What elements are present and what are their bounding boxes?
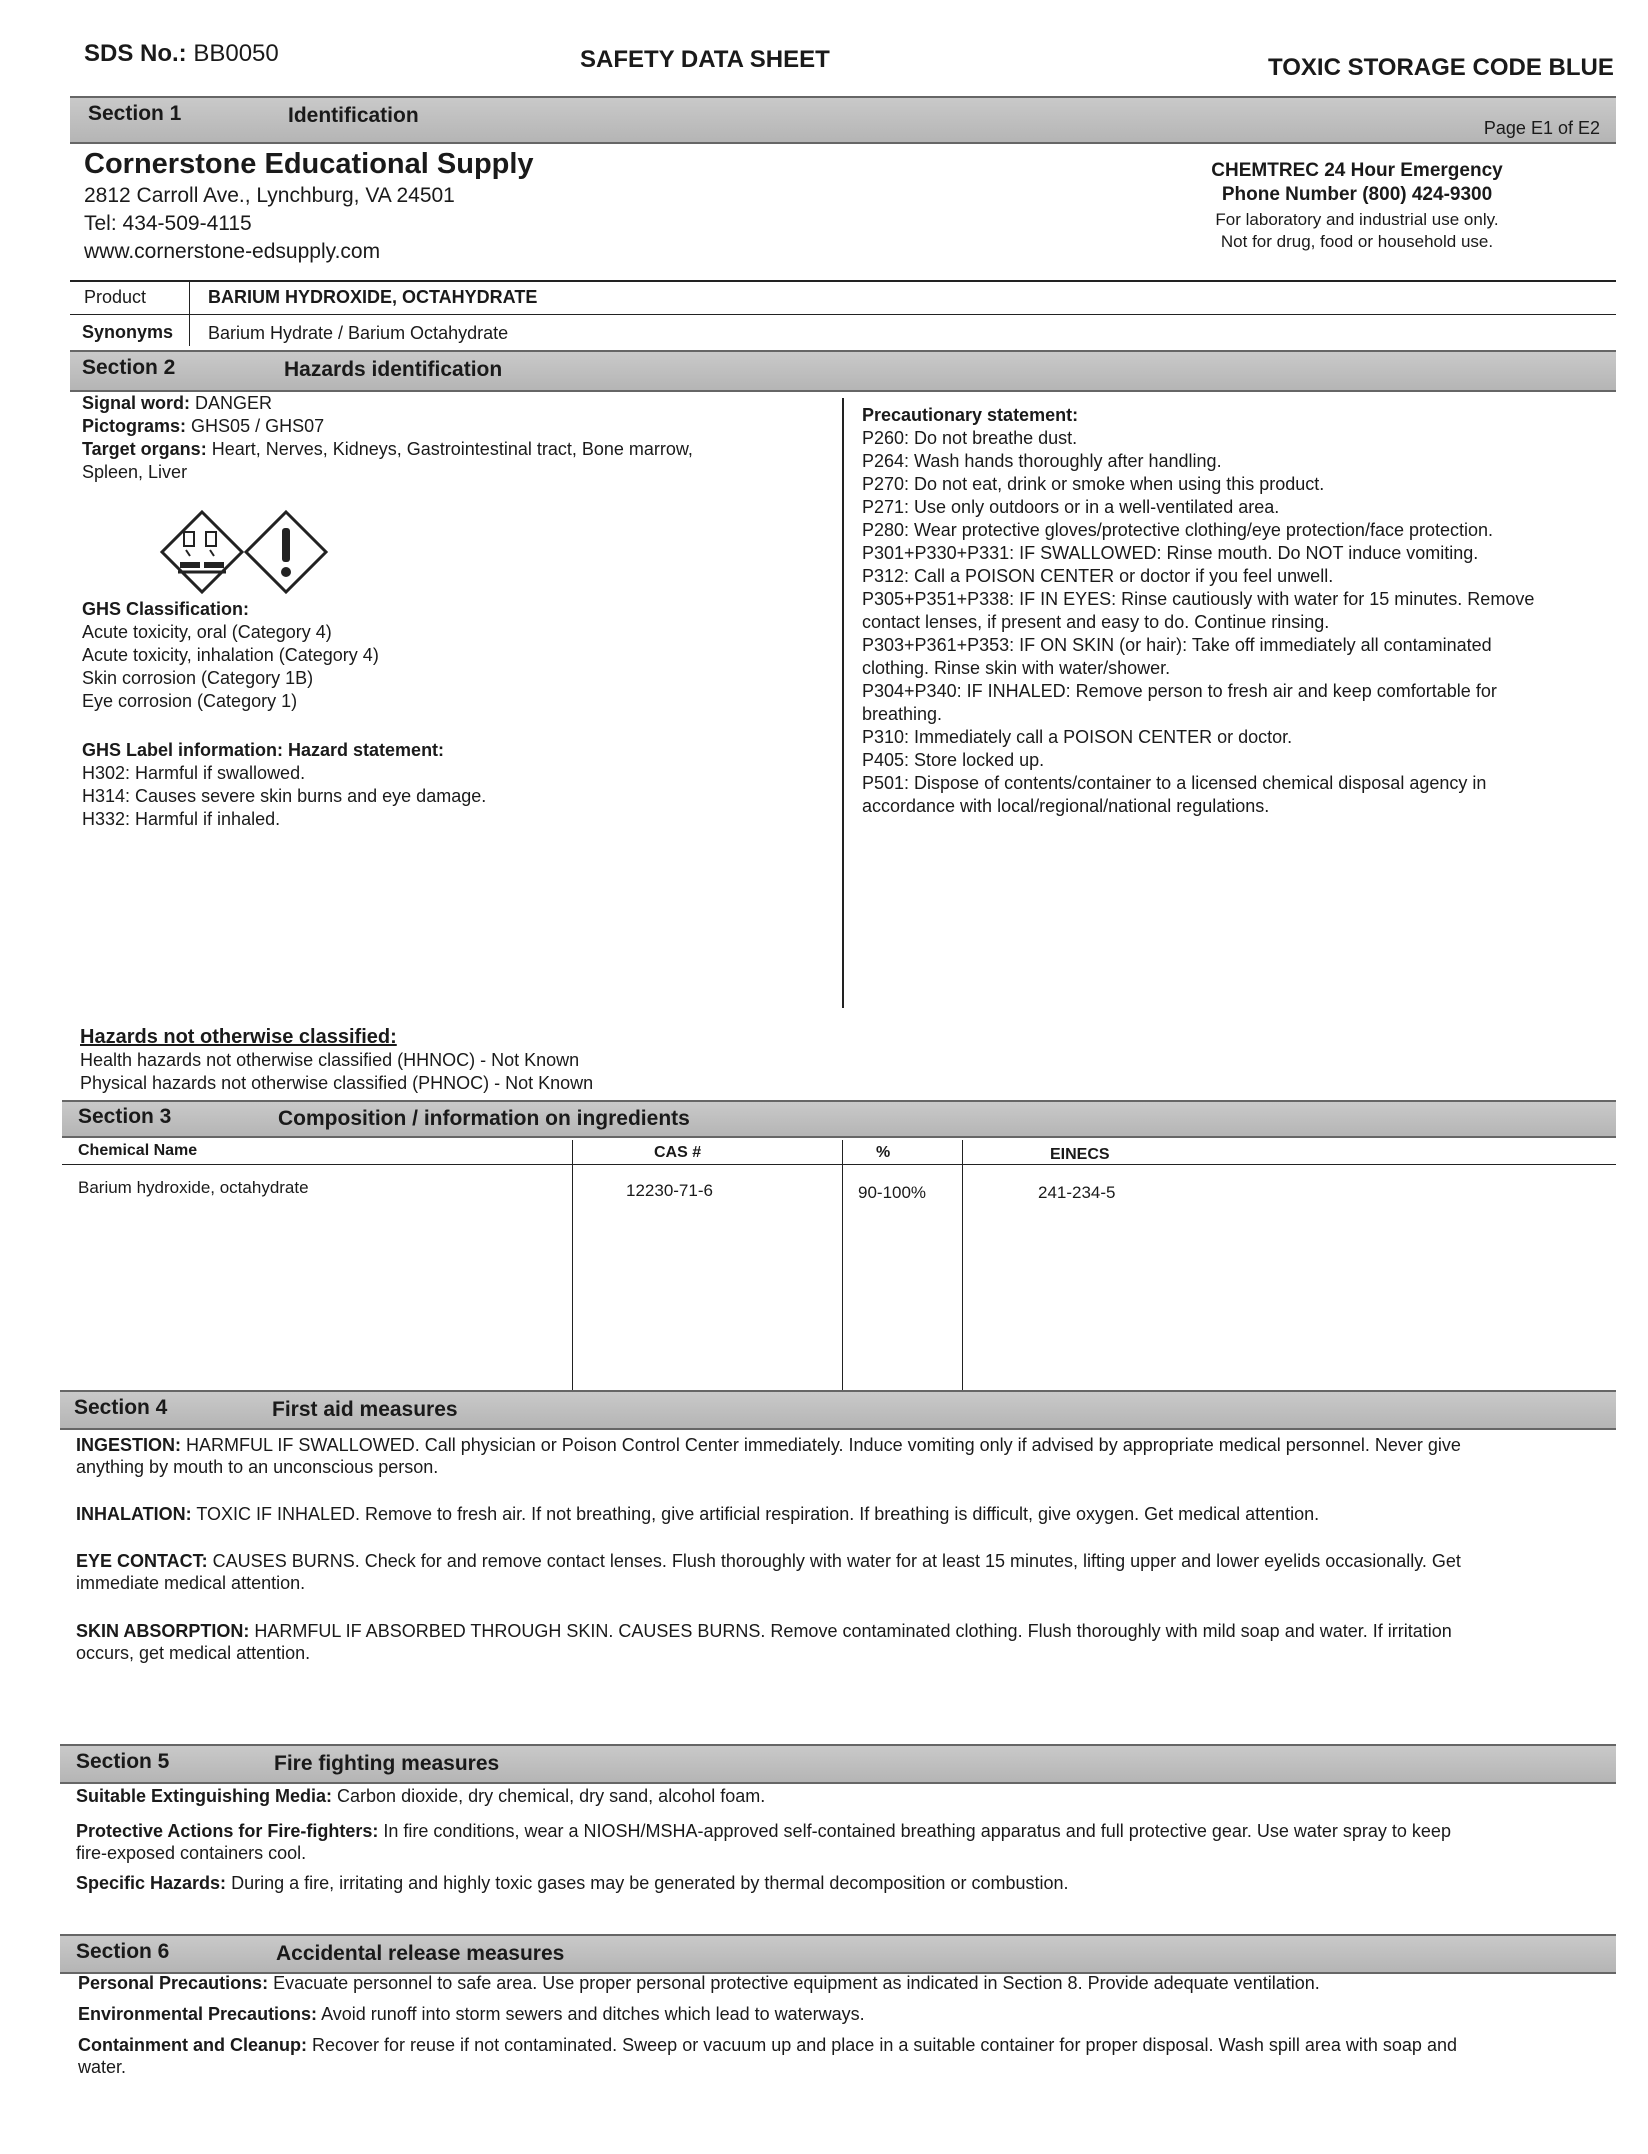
first-aid-ingestion <box>76 1434 1616 1478</box>
precaution-item: P501: Dispose of contents/container to a licensed chemical disposal agency in <box>862 773 1487 793</box>
ingestion-text: HARMFUL IF SWALLOWED. Call physician or Poison Control Center immediately. Induce vomiting only if advised by appropriate medical personnel. Never give <box>181 1435 1461 1455</box>
environmental-precautions <box>78 2003 1618 2025</box>
col-header-chemical-name: Chemical Name <box>78 1142 198 1159</box>
section-4-title: First aid measures <box>272 1398 458 1421</box>
extinguishing-media <box>76 1785 1616 1807</box>
hazard-statement-item: H332: Harmful if inhaled. <box>82 809 281 829</box>
skin-text-cont: occurs, get medical attention. <box>76 1643 311 1663</box>
ghs-class-item: Skin corrosion (Category 1B) <box>82 668 314 688</box>
col-header-cas: CAS # <box>654 1144 702 1161</box>
ghs-class-item: Eye corrosion (Category 1) <box>82 691 298 711</box>
precaution-item: P310: Immediately call a POISON CENTER or doctor. <box>862 727 1293 747</box>
section-1-number: Section 1 <box>88 102 182 125</box>
section-2-title: Hazards identification <box>284 358 503 381</box>
protect-text-cont: fire-exposed containers cool. <box>76 1843 307 1863</box>
protect-text: In fire conditions, wear a NIOSH/MSHA-approved self-contained breathing apparatus and full protective gear. Use water spray to keep <box>378 1821 1451 1841</box>
table-col-rule <box>842 1140 843 1390</box>
section-1-band <box>70 96 1616 144</box>
address-line: 2812 Carroll Ave., Lynchburg, VA 24501 <box>84 184 455 207</box>
synonyms-label: Synonyms <box>82 322 174 342</box>
pictograms-value: GHS05 / GHS07 <box>191 416 325 436</box>
corrosion-pictogram-icon <box>162 512 242 592</box>
company-name: Cornerstone Educational Supply <box>84 148 534 180</box>
section-6-title: Accidental release measures <box>276 1942 565 1965</box>
pictograms <box>158 508 330 596</box>
target-organs-label: Target organs: <box>82 439 207 459</box>
ghs-classification-title: GHS Classification: <box>82 599 250 619</box>
section-5-band <box>60 1744 1616 1784</box>
personal-label: Personal Precautions: <box>78 1973 269 1993</box>
eye-text-cont: immediate medical attention. <box>76 1573 306 1593</box>
precaution-item: accordance with local/regional/national regulations. <box>862 796 1270 816</box>
section-3-band <box>62 1100 1616 1138</box>
emergency-note-2: Not for drug, food or household use. <box>1220 232 1494 251</box>
first-aid-eye <box>76 1550 1616 1594</box>
product-label: Product <box>84 287 147 307</box>
hnoc-physical: Physical hazards not otherwise classified (PHNOC) - Not Known <box>80 1073 594 1093</box>
precaution-item: P301+P330+P331: IF SWALLOWED: Rinse mouth. Do NOT induce vomiting. <box>862 543 1479 563</box>
storage-code: TOXIC STORAGE CODE BLUE <box>1268 54 1614 81</box>
media-text: Carbon dioxide, dry chemical, dry sand, alcohol foam. <box>332 1786 766 1806</box>
divider <box>70 314 1616 315</box>
emergency-line-1: CHEMTREC 24 Hour Emergency <box>1211 160 1503 181</box>
hazard-statements <box>82 739 486 831</box>
first-aid-skin <box>76 1620 1616 1664</box>
precaution-item: P405: Store locked up. <box>862 750 1045 770</box>
signal-word-value: DANGER <box>195 393 273 413</box>
precaution-item: P305+P351+P338: IF IN EYES: Rinse cautiously with water for 15 minutes. Remove <box>862 589 1535 609</box>
table-col-rule <box>572 1140 573 1390</box>
cell-percent: 90-100% <box>858 1183 927 1202</box>
hnoc-block <box>80 1026 593 1095</box>
table-col-rule <box>962 1140 963 1390</box>
precaution-item: P260: Do not breathe dust. <box>862 428 1078 448</box>
section-3-number: Section 3 <box>78 1105 172 1128</box>
cell-cas: 12230-71-6 <box>626 1181 713 1200</box>
precaution-item: P264: Wash hands thoroughly after handling. <box>862 451 1222 471</box>
eye-text: CAUSES BURNS. Check for and remove contact lenses. Flush thoroughly with water for at least 15 minutes, lifting upper and lower eyelids occasionally. Get <box>207 1551 1461 1571</box>
table-header-rule <box>62 1164 1616 1165</box>
divider <box>189 280 190 346</box>
hazard-statement-title: GHS Label information: Hazard statement: <box>82 740 445 760</box>
telephone: Tel: 434-509-4115 <box>84 212 252 235</box>
containment-cleanup <box>78 2034 1618 2078</box>
precaution-item: P304+P340: IF INHALED: Remove person to fresh air and keep comfortable for <box>862 681 1497 701</box>
precaution-item: clothing. Rinse skin with water/shower. <box>862 658 1171 678</box>
exclamation-pictogram-icon <box>246 512 326 592</box>
signal-block <box>82 392 842 484</box>
eye-label: EYE CONTACT: <box>76 1551 208 1571</box>
first-aid-inhalation <box>76 1503 1616 1525</box>
document-title: SAFETY DATA SHEET <box>580 46 830 73</box>
hnoc-title: Hazards not otherwise classified: <box>80 1026 397 1048</box>
ingestion-text-cont: anything by mouth to an unconscious person. <box>76 1457 439 1477</box>
precaution-item: P271: Use only outdoors or in a well-ventilated area. <box>862 497 1280 517</box>
cell-einecs: 241-234-5 <box>1038 1183 1116 1202</box>
contain-label: Containment and Cleanup: <box>78 2035 307 2055</box>
ghs-class-item: Acute toxicity, inhalation (Category 4) <box>82 645 379 665</box>
section-1-title: Identification <box>288 104 419 127</box>
company-address <box>84 182 455 266</box>
firefighter-protection <box>76 1820 1616 1864</box>
emergency-block <box>1207 160 1507 252</box>
sds-label: SDS No.: <box>84 40 187 67</box>
specific-label: Specific Hazards: <box>76 1873 227 1893</box>
precaution-item: breathing. <box>862 704 943 724</box>
divider <box>70 280 1616 282</box>
section-6-band <box>60 1934 1616 1974</box>
column-divider <box>842 398 844 1008</box>
sds-number-line <box>84 40 279 68</box>
section-3-title: Composition / information on ingredients <box>278 1107 690 1130</box>
website: www.cornerstone-edsupply.com <box>84 240 381 263</box>
specific-text: During a fire, irritating and highly toxic gases may be generated by thermal decomposition or combustion. <box>226 1873 1069 1893</box>
sds-number: BB0050 <box>193 40 279 67</box>
precautionary-statements <box>862 404 1622 818</box>
hazard-statement-item: H302: Harmful if swallowed. <box>82 763 306 783</box>
precaution-item: contact lenses, if present and easy to do. Continue rinsing. <box>862 612 1330 632</box>
target-organs-value: Heart, Nerves, Kidneys, Gastrointestinal tract, Bone marrow, <box>211 439 693 459</box>
col-header-einecs: EINECS <box>1050 1146 1110 1163</box>
section-4-band <box>60 1390 1616 1430</box>
precaution-item: P270: Do not eat, drink or smoke when using this product. <box>862 474 1325 494</box>
page-number: Page E1 of E2 <box>1483 118 1600 138</box>
section-2-band <box>70 350 1616 392</box>
personal-text: Evacuate personnel to safe area. Use proper personal protective equipment as indicated in Section 8. Provide adequate ventilation. <box>268 1973 1320 1993</box>
specific-hazards <box>76 1872 1616 1894</box>
contain-text: Recover for reuse if not contaminated. Sweep or vacuum up and place in a suitable container for proper disposal. Wash spill area with soap and <box>307 2035 1457 2055</box>
emergency-line-2: Phone Number (800) 424-9300 <box>1221 184 1493 205</box>
pictograms-label: Pictograms: <box>82 416 187 436</box>
precaution-title: Precautionary statement: <box>862 405 1079 425</box>
section-5-number: Section 5 <box>76 1750 170 1773</box>
section-5-title: Fire fighting measures <box>274 1752 500 1775</box>
precaution-item: P280: Wear protective gloves/protective clothing/eye protection/face protection. <box>862 520 1494 540</box>
inhalation-label: INHALATION: <box>76 1504 192 1524</box>
media-label: Suitable Extinguishing Media: <box>76 1786 333 1806</box>
col-header-percent: % <box>876 1144 891 1161</box>
ghs-classification <box>82 598 379 713</box>
precaution-item: P312: Call a POISON CENTER or doctor if you feel unwell. <box>862 566 1334 586</box>
emergency-note-1: For laboratory and industrial use only. <box>1215 210 1499 229</box>
precaution-item: P303+P361+P353: IF ON SKIN (or hair): Take off immediately all contaminated <box>862 635 1492 655</box>
target-organs-value-cont: Spleen, Liver <box>82 462 188 482</box>
section-6-number: Section 6 <box>76 1940 170 1963</box>
cell-chemical-name: Barium hydroxide, octahydrate <box>78 1178 309 1197</box>
env-text: Avoid runoff into storm sewers and ditches which lead to waterways. <box>317 2004 865 2024</box>
personal-precautions <box>78 1972 1618 1994</box>
env-label: Environmental Precautions: <box>78 2004 318 2024</box>
contain-text-cont: water. <box>78 2057 127 2077</box>
section-4-number: Section 4 <box>74 1396 168 1419</box>
skin-text: HARMFUL IF ABSORBED THROUGH SKIN. CAUSES BURNS. Remove contaminated clothing. Flush thoroughly with mild soap and water. If irritation <box>249 1621 1452 1641</box>
protect-label: Protective Actions for Fire-fighters: <box>76 1821 379 1841</box>
skin-label: SKIN ABSORPTION: <box>76 1621 250 1641</box>
signal-word-label: Signal word: <box>82 393 190 413</box>
inhalation-text: TOXIC IF INHALED. Remove to fresh air. If not breathing, give artificial respiration. If breathing is difficult, give oxygen. Get medical attention. <box>191 1504 1320 1524</box>
product-value: BARIUM HYDROXIDE, OCTAHYDRATE <box>208 287 538 307</box>
section-2-number: Section 2 <box>82 356 176 379</box>
hazard-statement-item: H314: Causes severe skin burns and eye damage. <box>82 786 487 806</box>
synonyms-value: Barium Hydrate / Barium Octahydrate <box>208 323 509 343</box>
hnoc-health: Health hazards not otherwise classified (HHNOC) - Not Known <box>80 1050 580 1070</box>
ingestion-label: INGESTION: <box>76 1435 182 1455</box>
ghs-class-item: Acute toxicity, oral (Category 4) <box>82 622 332 642</box>
